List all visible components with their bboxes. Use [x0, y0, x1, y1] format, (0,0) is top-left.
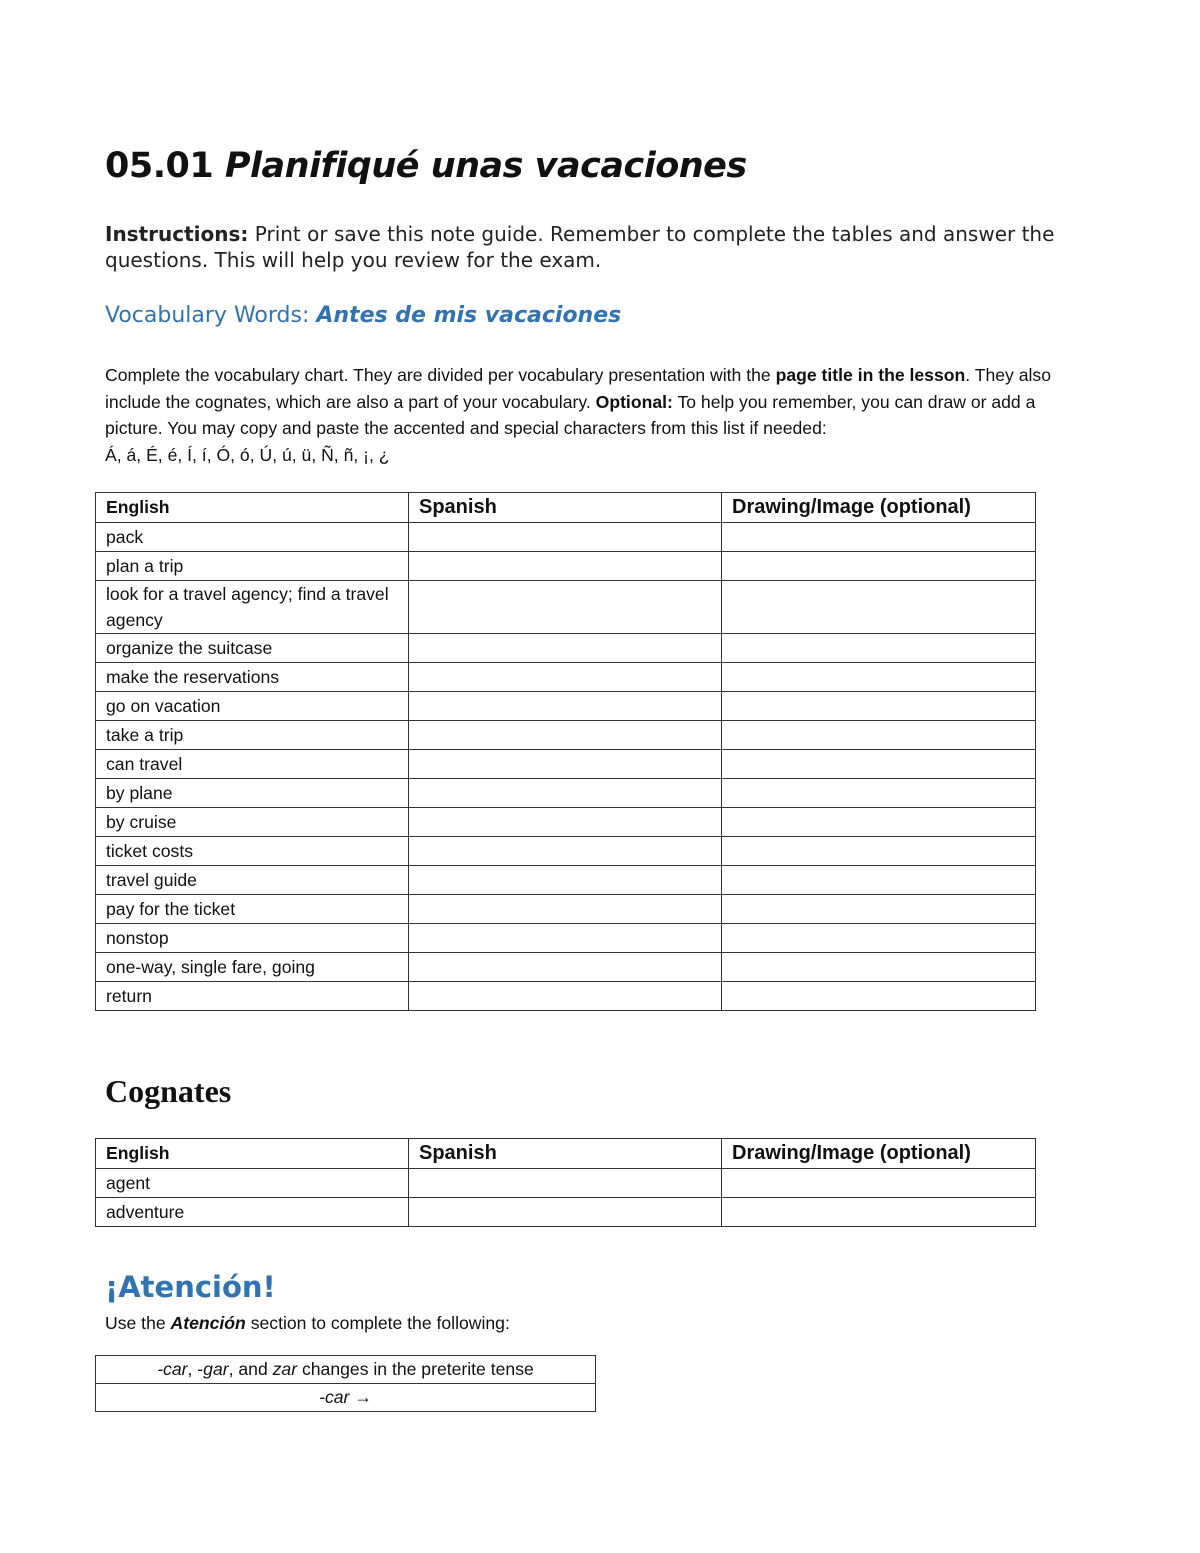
cognates-heading: Cognates — [105, 1073, 232, 1109]
intro-bold-optional: Optional: — [595, 391, 673, 412]
lesson-name: Planifiqué unas vacaciones — [224, 146, 747, 186]
drawing-cell[interactable] — [722, 663, 1036, 692]
lesson-number: 05.01 — [105, 146, 214, 186]
spanish-cell[interactable] — [409, 721, 722, 750]
car-change-cell[interactable] — [96, 1384, 596, 1412]
drawing-cell[interactable] — [722, 1198, 1036, 1227]
page-title — [105, 146, 747, 186]
spanish-cell[interactable] — [409, 808, 722, 837]
vocabulary-intro — [105, 362, 1095, 468]
vocabulary-heading-prefix: Vocabulary Words: — [105, 303, 310, 328]
drawing-cell[interactable] — [722, 837, 1036, 866]
english-cell: agent — [96, 1169, 409, 1198]
atencion-intro-after: section to complete the following: — [250, 1313, 510, 1333]
table-row — [96, 1169, 1036, 1198]
header-english: English — [96, 1139, 409, 1169]
instructions-text: Print or save this note guide. Remember to complete the tables and answer the questions. This will help you review for the exam. — [105, 222, 1055, 272]
spanish-cell[interactable] — [409, 552, 722, 581]
table-row — [96, 634, 1036, 663]
spanish-cell[interactable] — [409, 750, 722, 779]
table-row — [96, 1384, 596, 1412]
vocabulary-table-header — [96, 493, 1036, 523]
drawing-cell[interactable] — [722, 523, 1036, 552]
intro-text-3: To help you remember, you can draw or add a picture. You may copy and paste the accented and special characters from this list if needed: — [105, 391, 1036, 438]
table-row — [96, 523, 1036, 552]
table-row — [96, 982, 1036, 1011]
vocabulary-table — [95, 492, 1036, 1011]
english-cell: make the reservations — [96, 663, 409, 692]
spanish-cell[interactable] — [409, 523, 722, 552]
intro-bold-page-title: page title in the lesson — [775, 365, 966, 385]
drawing-cell[interactable] — [722, 581, 1036, 634]
preterite-changes-header — [96, 1356, 596, 1384]
spanish-cell[interactable] — [409, 692, 722, 721]
preterite-changes-header-cell — [96, 1356, 596, 1384]
spanish-cell[interactable] — [409, 779, 722, 808]
english-cell: ticket costs — [96, 837, 409, 866]
cognates-table — [95, 1138, 1036, 1227]
english-cell: can travel — [96, 750, 409, 779]
spanish-cell[interactable] — [409, 982, 722, 1011]
atencion-intro — [105, 1313, 510, 1334]
car-ending: -car — [157, 1359, 188, 1379]
english-cell: return — [96, 982, 409, 1011]
english-cell: look for a travel agency; find a travel agency — [96, 581, 409, 634]
table-row — [96, 953, 1036, 982]
spanish-cell[interactable] — [409, 895, 722, 924]
spanish-cell[interactable] — [409, 837, 722, 866]
table-row — [96, 552, 1036, 581]
table-row — [96, 866, 1036, 895]
drawing-cell[interactable] — [722, 750, 1036, 779]
spanish-cell[interactable] — [409, 581, 722, 634]
drawing-cell[interactable] — [722, 552, 1036, 581]
english-cell: pack — [96, 523, 409, 552]
vocabulary-heading — [105, 303, 621, 328]
table-row — [96, 581, 1036, 634]
spanish-cell[interactable] — [409, 634, 722, 663]
drawing-cell[interactable] — [722, 779, 1036, 808]
table-row — [96, 1198, 1036, 1227]
english-cell: adventure — [96, 1198, 409, 1227]
drawing-cell[interactable] — [722, 924, 1036, 953]
intro-text-1: Complete the vocabulary chart. They are divided per vocabulary presentation with the — [105, 365, 771, 385]
atencion-intro-before: Use the — [105, 1313, 166, 1333]
table-row — [96, 692, 1036, 721]
table-row — [96, 663, 1036, 692]
spanish-cell[interactable] — [409, 924, 722, 953]
english-cell: go on vacation — [96, 692, 409, 721]
header-spanish: Spanish — [409, 1139, 722, 1169]
header-rest: changes in the preterite tense — [301, 1359, 534, 1379]
english-cell: pay for the ticket — [96, 895, 409, 924]
table-row — [96, 924, 1036, 953]
spanish-cell[interactable] — [409, 1169, 722, 1198]
english-cell: take a trip — [96, 721, 409, 750]
special-characters: Á, á, É, é, Í, í, Ó, ó, Ú, ú, ü, Ñ, ñ, ¡, ¿ — [105, 444, 390, 465]
vocabulary-heading-title: Antes de mis vacaciones — [316, 303, 622, 328]
drawing-cell[interactable] — [722, 982, 1036, 1011]
table-row — [96, 837, 1036, 866]
english-cell: by plane — [96, 779, 409, 808]
drawing-cell[interactable] — [722, 866, 1036, 895]
cognates-table-header — [96, 1139, 1036, 1169]
header-english: English — [96, 493, 409, 523]
zar-ending: zar — [272, 1359, 298, 1379]
english-cell: nonstop — [96, 924, 409, 953]
preterite-changes-table — [95, 1355, 596, 1412]
drawing-cell[interactable] — [722, 808, 1036, 837]
spanish-cell[interactable] — [409, 953, 722, 982]
drawing-cell[interactable] — [722, 1169, 1036, 1198]
atencion-heading: ¡Atención! — [105, 1270, 276, 1304]
atencion-intro-bold: Atención — [170, 1313, 246, 1333]
drawing-cell[interactable] — [722, 634, 1036, 663]
table-row — [96, 750, 1036, 779]
english-cell: plan a trip — [96, 552, 409, 581]
english-cell: one-way, single fare, going — [96, 953, 409, 982]
instructions — [105, 221, 1105, 273]
drawing-cell[interactable] — [722, 692, 1036, 721]
english-cell: travel guide — [96, 866, 409, 895]
table-row — [96, 779, 1036, 808]
drawing-cell[interactable] — [722, 721, 1036, 750]
spanish-cell[interactable] — [409, 1198, 722, 1227]
english-cell: organize the suitcase — [96, 634, 409, 663]
instructions-label: Instructions: — [105, 222, 249, 246]
table-row — [96, 895, 1036, 924]
header-separator: , and — [228, 1359, 268, 1379]
drawing-cell[interactable] — [722, 895, 1036, 924]
drawing-cell[interactable] — [722, 953, 1036, 982]
header-drawing: Drawing/Image (optional) — [722, 493, 1036, 523]
car-change-label: -car → — [319, 1387, 372, 1407]
header-spanish: Spanish — [409, 493, 722, 523]
header-separator: , - — [187, 1359, 204, 1379]
gar-ending: gar — [203, 1359, 229, 1379]
spanish-cell[interactable] — [409, 866, 722, 895]
header-drawing: Drawing/Image (optional) — [722, 1139, 1036, 1169]
spanish-cell[interactable] — [409, 663, 722, 692]
english-cell: by cruise — [96, 808, 409, 837]
intro-text-2: . They also include the cognates, which are also a part of your vocabulary. — [105, 365, 1051, 412]
table-row — [96, 808, 1036, 837]
table-row — [96, 721, 1036, 750]
